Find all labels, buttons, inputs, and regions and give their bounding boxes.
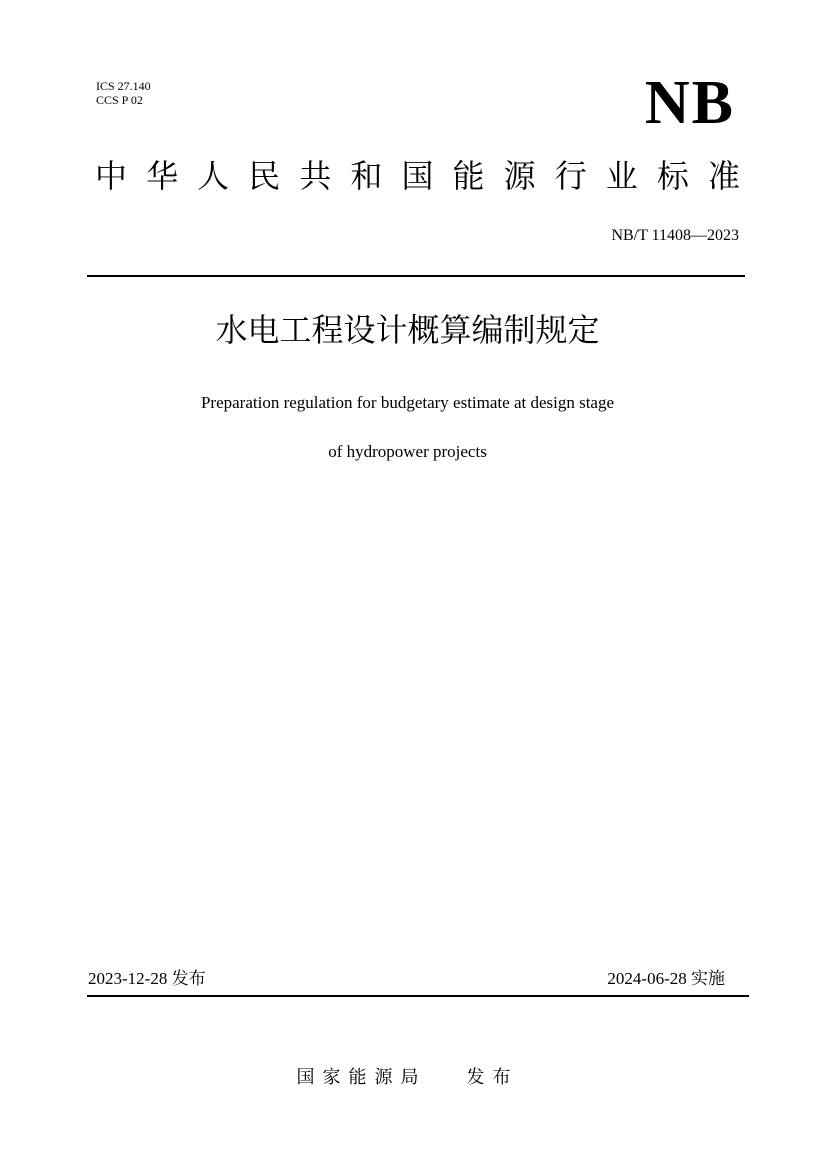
org-char: 行 xyxy=(554,157,587,195)
nb-logo: NB xyxy=(644,69,735,137)
org-char: 共 xyxy=(299,157,332,195)
implement-date: 2024-06-28 xyxy=(607,969,687,988)
org-char: 标 xyxy=(656,157,689,195)
issue-label: 发布 xyxy=(171,969,206,989)
publisher-action: 发布 xyxy=(466,1067,519,1088)
org-char: 国 xyxy=(401,157,434,195)
org-char: 业 xyxy=(605,157,638,195)
issue-date-block xyxy=(88,968,206,990)
implement-label: 实施 xyxy=(691,969,725,989)
org-char: 民 xyxy=(248,157,281,195)
classification-codes xyxy=(96,79,151,107)
ccs-code: CCS P 02 xyxy=(96,93,143,107)
footer-divider xyxy=(87,995,749,997)
org-char: 和 xyxy=(350,157,383,195)
org-char: 中 xyxy=(95,157,128,195)
standard-number: NB/T 11408—2023 xyxy=(611,227,739,244)
ics-code: ICS 27.140 xyxy=(96,79,151,93)
title-english-line1: Preparation regulation for budgetary estimate at design stage xyxy=(200,393,615,412)
publisher-name: 国家能源局 xyxy=(296,1067,427,1088)
org-char: 人 xyxy=(197,157,230,195)
issue-date: 2023-12-28 xyxy=(88,969,168,988)
publisher-line xyxy=(0,1066,815,1090)
title-english-line2: of hydropower projects xyxy=(328,442,487,461)
org-char: 华 xyxy=(146,157,179,195)
standard-organization xyxy=(95,156,740,196)
org-char: 能 xyxy=(452,157,485,195)
title-chinese: 水电工程设计概算编制规定 xyxy=(215,311,600,349)
implement-date-block xyxy=(607,968,725,990)
header-divider xyxy=(87,275,745,277)
org-char: 准 xyxy=(707,157,740,195)
org-char: 源 xyxy=(503,157,536,195)
